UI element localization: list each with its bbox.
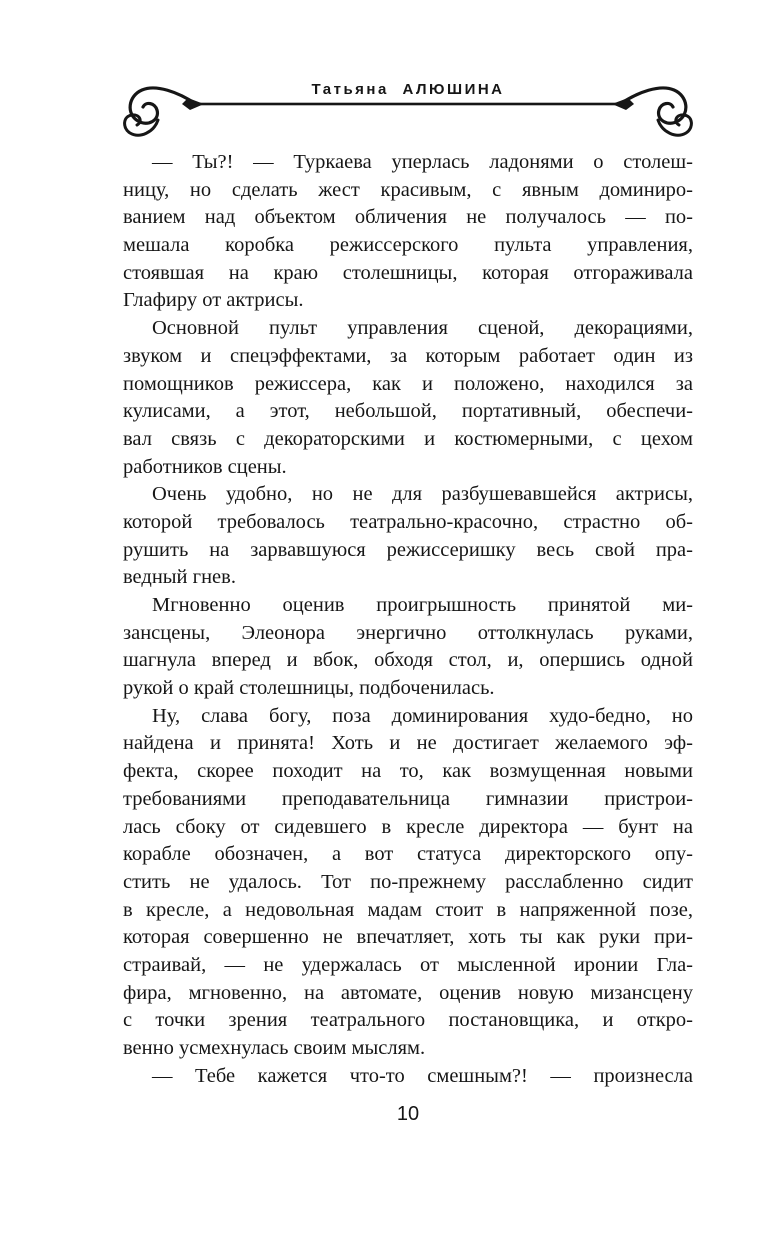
text-line: требованиями преподавательница гимназии пристрои- [123,787,693,810]
text-line: вал связь с декораторскими и костюмерными, с цехом [123,427,693,450]
text-line: рушить на зарвавшуюся режиссеришку весь свой пра- [123,538,693,561]
text-line: ванием над объектом обличения не получалось — по- [123,206,693,229]
text-line: рукой о край столешницы, подбоченилась. [123,677,495,700]
paragraph [123,1063,693,1091]
text-line: Глафиру от актрисы. [123,289,304,312]
text-line: ведный гнев. [123,566,236,589]
text-line: Ну, слава богу, поза доминирования худо-бедно, но [152,704,693,727]
text-line: найдена и принята! Хоть и не достигает желаемого эф- [123,732,693,755]
text-line: ницу, но сделать жест красивым, с явным доминиро- [123,178,693,201]
text-line: в кресле, а недовольная мадам стоит в напряженной позе, [123,898,693,921]
paragraph [123,703,693,1063]
text-line: фира, мгновенно, на автомате, оценив новую мизансцену [123,981,693,1004]
paragraph [123,592,693,703]
text-line: фекта, скорее походит на то, как возмущенная новыми [123,760,693,783]
text-line: которой требовалось театрально-красочно, страстно об- [123,510,693,533]
text-line: Основной пульт управления сценой, декорациями, [152,317,693,340]
text-line: зансцены, Элеонора энергично оттолкнулась руками, [123,621,693,644]
text-line: кулисами, а этот, небольшой, портативный, обеспечи- [123,400,693,423]
text-line: стоявшая на краю столешницы, которая отгораживала [123,261,693,284]
paragraph [123,481,693,592]
running-header-author: Татьяна АЛЮШИНА [311,81,505,98]
text-line: — Тебе кажется что-то смешным?! — произнесла [152,1064,693,1087]
text-block [123,149,693,1090]
text-line: работников сцены. [123,455,287,478]
text-line: венно усмехнулась своим мыслям. [123,1037,426,1059]
text-line: мешала коробка режиссерского пульта управления, [123,234,693,257]
paragraph [123,315,693,481]
text-line: Мгновенно оценив проигрышность принятой ми- [152,594,693,616]
text-line: шагнула вперед и вбок, обходя стол, и, опершись одной [123,649,693,672]
text-line: страивай, — не удержалась от мысленной иронии Гла- [123,953,693,976]
page-number: 10 [396,1103,420,1125]
text-line: — Ты?! — Туркаева уперлась ладонями о столеш- [152,151,693,173]
header-rule [196,103,620,106]
text-line: корабле обозначен, а вот статуса директорского опу- [123,843,693,866]
text-line: помощников режиссера, как и положено, находился за [123,372,693,395]
paragraph [123,149,693,315]
text-line: стить не удалось. Тот по-прежнему расслабленно сидит [123,870,693,893]
text-line: лась сбоку от сидевшего в кресле директора — бунт на [123,815,693,838]
text-line: Очень удобно, но не для разбушевавшейся актрисы, [152,483,693,506]
text-line: с точки зрения театрального постановщика, и откро- [123,1009,693,1032]
text-line: которая совершенно не впечатляет, хоть ты как руки при- [123,926,693,949]
text-line: звуком и спецэффектами, за которым работает один из [123,344,693,367]
